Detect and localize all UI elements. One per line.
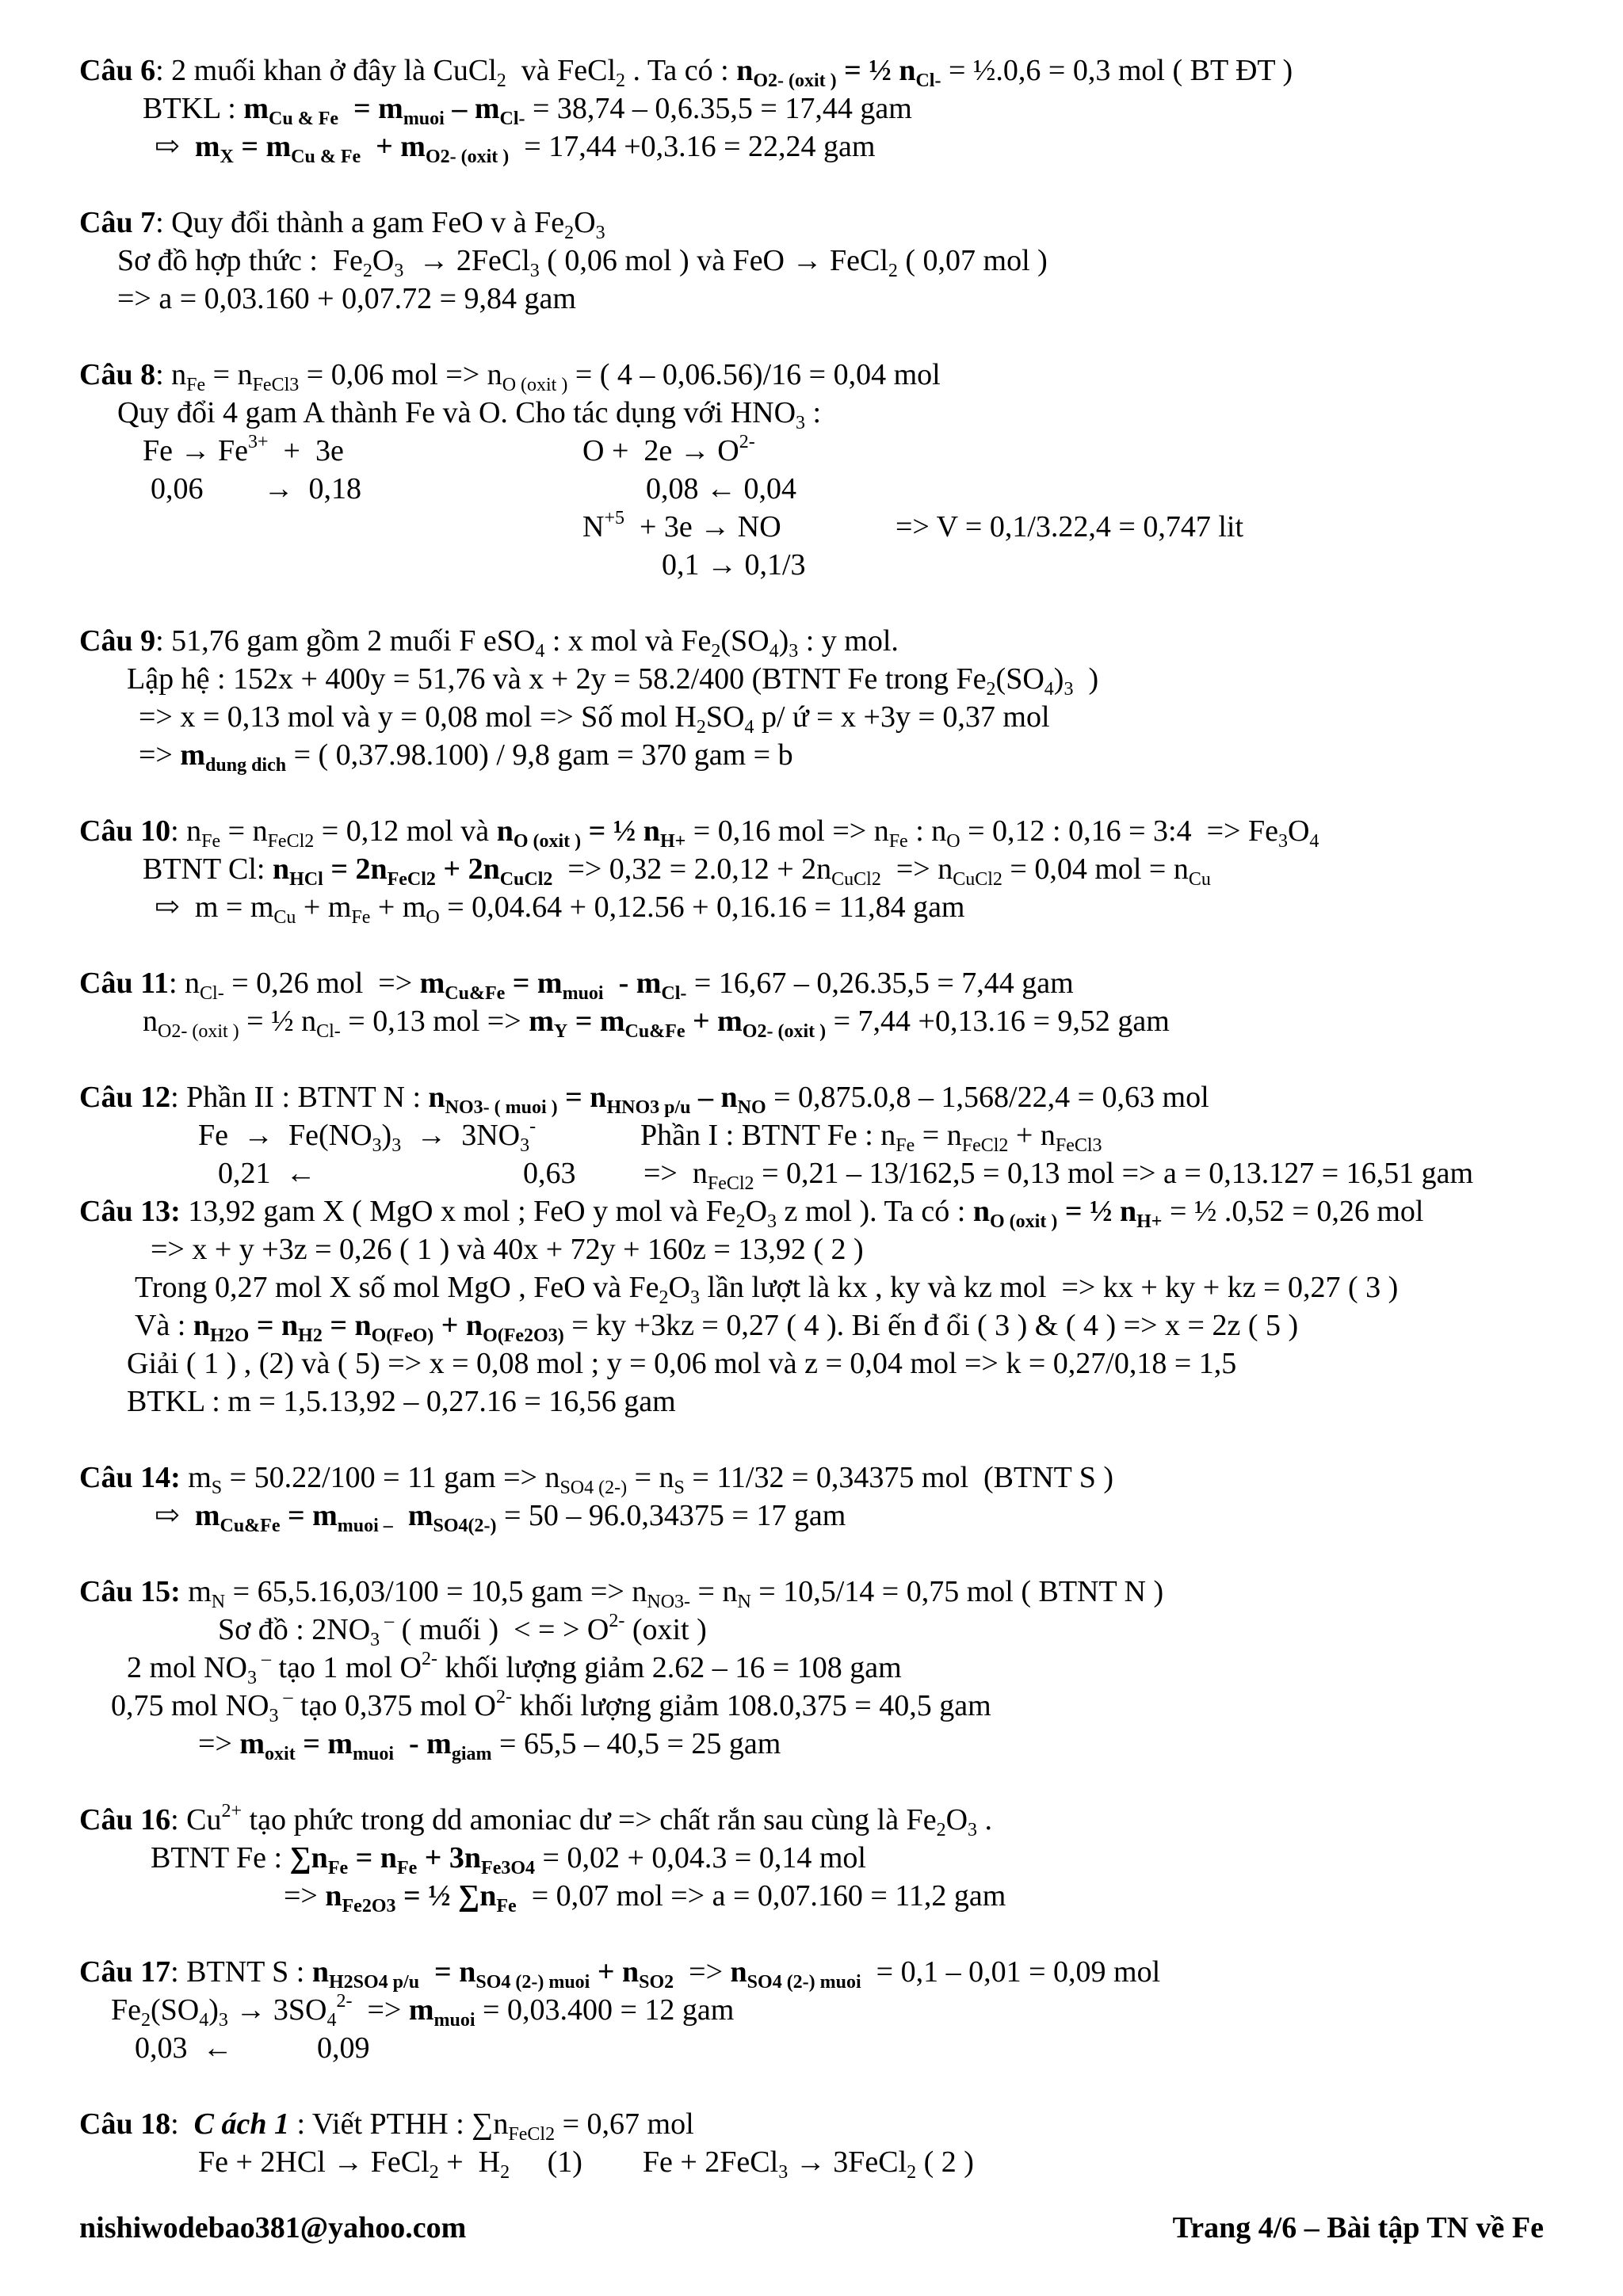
text-line: Câu 12: Phần II : BTNT N : $n_{NO3- ( muoi )} = n_{HNO3 p/u} - n_{NO} = 0,875.0,8 - 1,568/22,4 = 0,63$ mol xyxy=(79,1081,1209,1118)
text-line: => x + y +3z = 0,26 ( 1 ) và 40x + 72y + 160z = 13,92 ( 2 ) xyxy=(151,1233,864,1266)
text-line: 0,08 ← 0,04 xyxy=(646,472,796,505)
text-line: ⇨ $m = m_{Cu} + m_{Fe} + m_O = 0,04.64 + 0,12.56 + 0,16.16 = 11,84$ gam xyxy=(155,891,965,928)
footer-email: nishiwodebao381@yahoo.com xyxy=(79,2211,467,2245)
text-line: Câu 13: 13,92 gam X ( MgO x mol ; FeO y mol và $Fe_2O_3$ z mol ). Ta có : $n_{O (oxit )}$ = ½ $n_{H+}$ = ½ .0,52 = 0,26 mol xyxy=(79,1195,1424,1232)
text-line: Câu 18: C ách 1 : Viết PTHH : $\sum n_{FeCl2} = 0,67$ mol xyxy=(79,2107,694,2145)
text-line: Câu 11: $n_{Cl-} = 0,26$ mol => $m_{Cu\&Fe} = m_{muoi} - m_{Cl-} = 16,67 - 0,26.35,5 = 7,44$ gam xyxy=(79,967,1074,1004)
text-line: Và : $n_{H2O} = n_{H2} = n_{O(FeO)} + n_{O(Fe2O3)}$ = ky +3kz = 0,27 ( 4 ). Bi ến đ ổi ( 3 ) & ( 4 ) => x = 2z ( 5 ) xyxy=(135,1309,1299,1346)
text-line: Trong 0,27 mol X số mol MgO , FeO và $Fe_2O_3$ lần lượt là kx , ky và kz mol => kx + ky + kz = 0,27 ( 3 ) xyxy=(135,1271,1399,1308)
text-line: Câu 7: Quy đổi thành a gam FeO v à $Fe_2O_3$ xyxy=(79,206,605,243)
text-line: 0,06 → 0,18 xyxy=(151,472,361,505)
text-line: 0,1 → 0,1/3 xyxy=(662,548,806,582)
text-line: => a = 0,03.160 + 0,07.72 = 9,84 gam xyxy=(117,282,576,315)
text-line: => x = 0,13 mol và y = 0,08 mol => Số mol $H_2SO_4$ p/ ứ = x +3y = 0,37 mol xyxy=(139,700,1050,738)
text-line: Quy đổi 4 gam A thành Fe và O. Cho tác dụng với $HNO_3$ : xyxy=(117,396,822,433)
text-line: Câu 9: 51,76 gam gồm 2 muối F eSO$_4$ : x mol và $Fe_2(SO_4)_3$ : y mol. xyxy=(79,624,899,662)
text-line: Câu 8: $n_{Fe} = n_{FeCl3} = 0,06$ mol => $n_{O (oxit )}$ = ( 4 – 0,06.56)/16 = 0,04 mol xyxy=(79,358,941,395)
text-line: $N^{+5} + 3e$ → NO xyxy=(582,508,781,543)
text-line: Câu 10: $n_{Fe} = n_{FeCl2} = 0,12$ mol và $n_{O (oxit )}$ = ½ $n_{H+} = 0,16$ mol => $n_{Fe}$ : $n_O = 0,12$ : 0,16 = 3:4 => $Fe_3O_4$ xyxy=(79,814,1319,852)
text-line: 2 mol $NO_3$ – tạo 1 mol $O^{2-}$ khối lượng giảm 2.62 – 16 = 108 gam xyxy=(127,1649,902,1688)
text-line: => $m_{dung dich}$ = ( 0,37.98.100) / 9,8 gam = 370 gam = b xyxy=(139,738,793,776)
text-line: Câu 16: $Cu^{2+}$ tạo phức trong dd amoniac dư => chất rắn sau cùng là $Fe_2O_3$ . xyxy=(79,1801,993,1840)
text-line: Câu 14: $m_S = 50.22/100 = 11$ gam => $n_{SO4 (2-)} = n_S = 11/32 = 0,34375$ mol (BTNT S ) xyxy=(79,1461,1113,1498)
text-line: Lập hệ : 152x + 400y = 51,76 và x + 2y = 58.2/400 (BTNT Fe trong $Fe_2(SO_4)_3$ ) xyxy=(127,662,1099,700)
text-line: 0,03 ← xyxy=(135,2031,233,2065)
text-line: Sơ đồ hợp thức : $Fe_2O_3$ → 2FeCl$_3$ ( 0,06 mol ) và FeO → FeCl$_2$ ( 0,07 mol ) xyxy=(117,244,1048,281)
text-line: $Fe \to Fe(NO_3)_3 \to 3NO_3^-$ xyxy=(198,1116,537,1156)
text-line: BTNT Fe : $\sum n_{Fe} = n_{Fe} + 3n_{Fe3O4} = 0,02 + 0,04.3 = 0,14$ mol xyxy=(151,1841,866,1878)
footer-page-label: Trang 4/6 – Bài tập TN về Fe xyxy=(1172,2211,1544,2245)
text-line: Fe + 2HCl → FeCl$_2$ + $H_2$ (1) Fe + 2FeCl$_3$ → 3FeCl$_2$ ( 2 ) xyxy=(198,2145,974,2183)
text-line: 0,63 => $n_{FeCl2} = 0,21 - 13/162,5 = 0,13$ mol => a = 0,13.127 = 16,51 gam xyxy=(523,1157,1474,1194)
text-line: 0,21 ← xyxy=(218,1157,316,1190)
text-line: Giải ( 1 ) , (2) và ( 5) => x = 0,08 mol ; y = 0,06 mol và z = 0,04 mol => k = 0,27/0,18 = 1,5 xyxy=(127,1347,1237,1380)
text-line: Câu 6: 2 muối khan ở đây là CuCl$_2$ và FeCl$_2$ . Ta có : $n_{O2- (oxit )}$ = ½ $n_{Cl-}$ = ½.0,6 = 0,3 mol ( BT ĐT ) xyxy=(79,54,1293,91)
text-line: $Fe \to Fe^{3+} + 3e$ xyxy=(143,432,344,467)
text-line: Phần I : BTNT Fe : $n_{Fe} = n_{FeCl2} + n_{FeCl3}$ xyxy=(640,1119,1102,1156)
text-line: BTKL : m = 1,5.13,92 – 0,27.16 = 16,56 gam xyxy=(127,1385,676,1418)
text-line: ⇨ $m_X = m_{Cu \& Fe} + m_{O2- (oxit )} = 17,44 +0,3.16 = 22,24$ gam xyxy=(155,130,876,167)
text-line: $Fe_2(SO_4)_3 \to 3SO_4^{2-} => m_{muoi} = 0,03.400 = 12$ gam xyxy=(111,1991,735,2031)
text-line: Câu 15: $m_N = 65,5.16,03/100 = 10,5$ gam => $n_{NO3-} = n_N = 10,5/14 = 0,75$ mol ( BTNT N ) xyxy=(79,1575,1164,1612)
text-line: => V = 0,1/3.22,4 = 0,747 lit xyxy=(896,510,1244,543)
text-line: Câu 17: BTNT S : $n_{H2SO4 p/u} = n_{SO4 (2-) muoi} + n_{SO2} => n_{SO4 (2-) muoi} = 0,1 - 0,01 = 0,09$ mol xyxy=(79,1955,1161,1993)
text-line: 0,09 xyxy=(317,2031,370,2065)
text-line: BTKL : $m_{Cu \& Fe} = m_{muoi} - m_{Cl-} = 38,74 - 0,6.35,5 = 17,44$ gam xyxy=(143,92,912,129)
text-line: ⇨ $m_{Cu\&Fe} = m_{muoi -}$ $m_{SO4(2-)} = 50 - 96.0,34375 = 17$ gam xyxy=(155,1499,846,1536)
text-line: => $n_{Fe2O3}$ = ½ $\sum n_{Fe} = 0,07$ mol => a = 0,07.160 = 11,2 gam xyxy=(284,1879,1006,1917)
text-line: Sơ đồ : $2NO_3$ – ( muối ) < = > $O^{2-}$ (oxit ) xyxy=(218,1611,707,1650)
text-line: => $m_{oxit} = m_{muoi} - m_{giam} = 65,5 - 40,5 = 25$ gam xyxy=(198,1727,781,1764)
text-line: $n_{O2- (oxit )}$ = ½ $n_{Cl-} = 0,13$ mol => $m_Y = m_{Cu\&Fe} + m_{O2- (oxit )} = 7,44 +0,13.16 = 9,52$ gam xyxy=(143,1005,1170,1042)
text-line: BTNT Cl: $n_{HCl} = 2n_{FeCl2} + 2n_{CuCl2} => 0,32 = 2.0,12 + 2n_{CuCl2} => n_{CuCl2} = 0,04$ mol = $n_{Cu}$ xyxy=(143,852,1211,890)
text-line: 0,75 mol $NO_3$ – tạo 0,375 mol $O^{2-}$ khối lượng giảm 108.0,375 = 40,5 gam xyxy=(111,1687,991,1726)
text-line: $O + 2e \to O^{2-}$ xyxy=(582,432,755,467)
